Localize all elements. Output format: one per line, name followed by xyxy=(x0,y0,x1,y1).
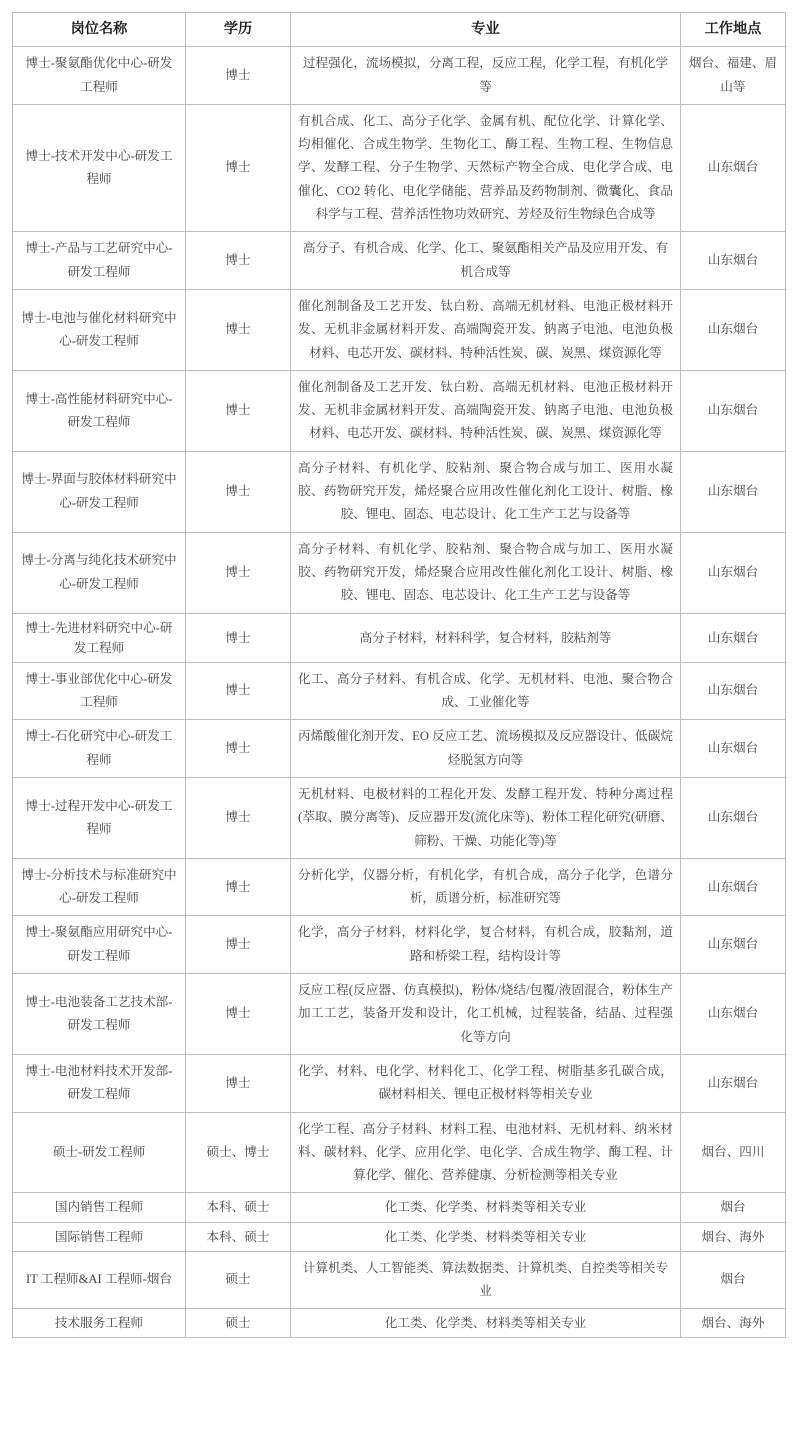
table-row xyxy=(13,1251,786,1309)
cell-major: 化学工程、高分子材料、材料工程、电池材料、无机材料、纳米材料、碳材料、化学、应用化学、电化学、合成生物学、酶工程、计算化学、催化、营养健康、分析检测等相关专业 xyxy=(291,1112,681,1193)
table-row xyxy=(13,1309,786,1338)
cell-major: 化工、高分子材料、有机合成、化学、无机材料、电池、聚合物合成、工业催化等 xyxy=(291,662,681,720)
cell-location: 山东烟台 xyxy=(681,451,786,532)
cell-location: 山东烟台 xyxy=(681,613,786,662)
cell-location: 山东烟台 xyxy=(681,289,786,370)
cell-location: 山东烟台 xyxy=(681,778,786,859)
cell-degree: 博士 xyxy=(186,104,291,231)
cell-major: 过程强化，流场模拟，分离工程，反应工程，化学工程，有机化学等 xyxy=(291,47,681,105)
cell-major: 催化剂制备及工艺开发、钛白粉、高端无机材料、电池正极材料开发、无机非金属材料开发、高端陶瓷开发、钠离子电池、电池负极材料、电芯开发、碳材料、特种活性炭、碳、炭黑、煤资源化等 xyxy=(291,289,681,370)
cell-location: 山东烟台 xyxy=(681,104,786,231)
column-header-location: 工作地点 xyxy=(681,13,786,47)
table-row xyxy=(13,532,786,613)
cell-job-title: 硕士-研发工程师 xyxy=(13,1112,186,1193)
cell-major: 高分子材料、有机化学、胶粘剂、聚合物合成与加工、医用水凝胶、药物研究开发，烯烃聚合应用改性催化剂化工设计、树脂、橡胶、锂电、固态、电芯设计、化工生产工艺与设备等 xyxy=(291,451,681,532)
cell-degree: 博士 xyxy=(186,720,291,778)
table-row xyxy=(13,104,786,231)
cell-degree: 博士 xyxy=(186,47,291,105)
cell-major: 高分子材料，材料科学，复合材料，胶粘剂等 xyxy=(291,613,681,662)
table-row xyxy=(13,370,786,451)
cell-degree: 博士 xyxy=(186,974,291,1055)
cell-degree: 博士 xyxy=(186,613,291,662)
cell-job-title: 博士-分析技术与标准研究中心-研发工程师 xyxy=(13,858,186,916)
cell-degree: 本科、硕士 xyxy=(186,1222,291,1251)
table-row xyxy=(13,232,786,290)
cell-job-title: 国际销售工程师 xyxy=(13,1222,186,1251)
table-row xyxy=(13,974,786,1055)
job-positions-table xyxy=(12,12,786,1338)
cell-degree: 博士 xyxy=(186,532,291,613)
cell-degree: 博士 xyxy=(186,778,291,859)
table-row xyxy=(13,47,786,105)
cell-degree: 博士 xyxy=(186,370,291,451)
cell-job-title: 博士-电池与催化材料研究中心-研发工程师 xyxy=(13,289,186,370)
cell-degree: 博士 xyxy=(186,858,291,916)
cell-major: 高分子、有机合成、化学、化工、聚氨酯相关产品及应用开发、有机合成等 xyxy=(291,232,681,290)
cell-job-title: 博士-电池材料技术开发部-研发工程师 xyxy=(13,1054,186,1112)
table-row xyxy=(13,858,786,916)
cell-major: 反应工程(反应器、仿真模拟)，粉体/烧结/包覆/液固混合，粉体生产加工工艺，装备开发和设计，化工机械，过程装备，结晶、过程强化等方向 xyxy=(291,974,681,1055)
cell-job-title: 博士-技术开发中心-研发工程师 xyxy=(13,104,186,231)
cell-major: 分析化学，仪器分析，有机化学，有机合成，高分子化学，色谱分析，质谱分析，标准研究等 xyxy=(291,858,681,916)
cell-job-title: 博士-高性能材料研究中心-研发工程师 xyxy=(13,370,186,451)
cell-job-title: 国内销售工程师 xyxy=(13,1193,186,1222)
cell-major: 有机合成、化工、高分子化学、金属有机、配位化学、计算化学、均相催化、合成生物学、生物化工、酶工程、生物工程、生物信息学、发酵工程、分子生物学、天然标产物全合成、电化学合成、电催化、CO2 转化、电化学储能、营养品及药物制剂、微囊化、食品科学与工程、营养活性物功效研究、芳烃及衍生物绿色合成等 xyxy=(291,104,681,231)
cell-job-title: IT 工程师&AI 工程师-烟台 xyxy=(13,1251,186,1309)
cell-location: 山东烟台 xyxy=(681,662,786,720)
cell-location: 山东烟台 xyxy=(681,1054,786,1112)
cell-location: 烟台 xyxy=(681,1193,786,1222)
table-header xyxy=(13,13,786,47)
cell-major: 催化剂制备及工艺开发、钛白粉、高端无机材料、电池正极材料开发、无机非金属材料开发、高端陶瓷开发、钠离子电池、电池负极材料、电芯开发、碳材料、特种活性炭、碳、炭黑、煤资源化等 xyxy=(291,370,681,451)
cell-job-title: 博士-电池装备工艺技术部-研发工程师 xyxy=(13,974,186,1055)
cell-location: 山东烟台 xyxy=(681,232,786,290)
cell-job-title: 博士-过程开发中心-研发工程师 xyxy=(13,778,186,859)
cell-major: 化工类、化学类、材料类等相关专业 xyxy=(291,1222,681,1251)
table-row xyxy=(13,1112,786,1193)
cell-degree: 博士 xyxy=(186,1054,291,1112)
cell-job-title: 博士-先进材料研究中心-研发工程师 xyxy=(13,613,186,662)
cell-location: 山东烟台 xyxy=(681,532,786,613)
cell-job-title: 博士-聚氨酯应用研究中心-研发工程师 xyxy=(13,916,186,974)
cell-job-title: 博士-产品与工艺研究中心-研发工程师 xyxy=(13,232,186,290)
cell-degree: 博士 xyxy=(186,662,291,720)
cell-major: 化学，高分子材料，材料化学，复合材料，有机合成，胶黏剂，道路和桥梁工程，结构设计等 xyxy=(291,916,681,974)
column-header-major: 专业 xyxy=(291,13,681,47)
cell-location: 山东烟台 xyxy=(681,720,786,778)
cell-job-title: 博士-分离与纯化技术研究中心-研发工程师 xyxy=(13,532,186,613)
cell-degree: 本科、硕士 xyxy=(186,1193,291,1222)
cell-major: 化工类、化学类、材料类等相关专业 xyxy=(291,1309,681,1338)
cell-major: 化工类、化学类、材料类等相关专业 xyxy=(291,1193,681,1222)
cell-location: 烟台、福建、眉山等 xyxy=(681,47,786,105)
cell-job-title: 博士-聚氨酯优化中心-研发工程师 xyxy=(13,47,186,105)
table-row xyxy=(13,1222,786,1251)
table-row xyxy=(13,778,786,859)
cell-location: 山东烟台 xyxy=(681,974,786,1055)
cell-location: 烟台、四川 xyxy=(681,1112,786,1193)
table-row xyxy=(13,662,786,720)
cell-location: 烟台、海外 xyxy=(681,1309,786,1338)
cell-job-title: 博士-石化研究中心-研发工程师 xyxy=(13,720,186,778)
cell-major: 高分子材料、有机化学、胶粘剂、聚合物合成与加工、医用水凝胶、药物研究开发，烯烃聚合应用改性催化剂化工设计、树脂、橡胶、锂电、固态、电芯设计、化工生产工艺与设备等 xyxy=(291,532,681,613)
table-row xyxy=(13,613,786,662)
table-row xyxy=(13,1054,786,1112)
table-row xyxy=(13,1193,786,1222)
table-header-row xyxy=(13,13,786,47)
cell-location: 山东烟台 xyxy=(681,370,786,451)
cell-degree: 硕士 xyxy=(186,1309,291,1338)
cell-location: 烟台、海外 xyxy=(681,1222,786,1251)
cell-degree: 硕士 xyxy=(186,1251,291,1309)
table-body xyxy=(13,47,786,1338)
column-header-job-title: 岗位名称 xyxy=(13,13,186,47)
table-row xyxy=(13,289,786,370)
cell-location: 山东烟台 xyxy=(681,916,786,974)
cell-location: 烟台 xyxy=(681,1251,786,1309)
table-row xyxy=(13,451,786,532)
table-row xyxy=(13,720,786,778)
cell-location: 山东烟台 xyxy=(681,858,786,916)
cell-job-title: 技术服务工程师 xyxy=(13,1309,186,1338)
cell-major: 无机材料、电极材料的工程化开发、发酵工程开发、特种分离过程(萃取、膜分离等)、反应器开发(流化床等)、粉体工程化研究(研磨、筛粉、干燥、功能化等)等 xyxy=(291,778,681,859)
cell-degree: 博士 xyxy=(186,916,291,974)
cell-major: 化学、材料、电化学、材料化工、化学工程、树脂基多孔碳合成，碳材料相关、锂电正极材料等相关专业 xyxy=(291,1054,681,1112)
cell-degree: 硕士、博士 xyxy=(186,1112,291,1193)
cell-major: 计算机类、人工智能类、算法数据类、计算机类、自控类等相关专业 xyxy=(291,1251,681,1309)
cell-degree: 博士 xyxy=(186,232,291,290)
column-header-degree: 学历 xyxy=(186,13,291,47)
cell-job-title: 博士-事业部优化中心-研发工程师 xyxy=(13,662,186,720)
cell-degree: 博士 xyxy=(186,451,291,532)
cell-major: 丙烯酸催化剂开发、EO 反应工艺、流场模拟及反应器设计、低碳烷烃脱氢方向等 xyxy=(291,720,681,778)
cell-degree: 博士 xyxy=(186,289,291,370)
cell-job-title: 博士-界面与胶体材料研究中心-研发工程师 xyxy=(13,451,186,532)
table-row xyxy=(13,916,786,974)
